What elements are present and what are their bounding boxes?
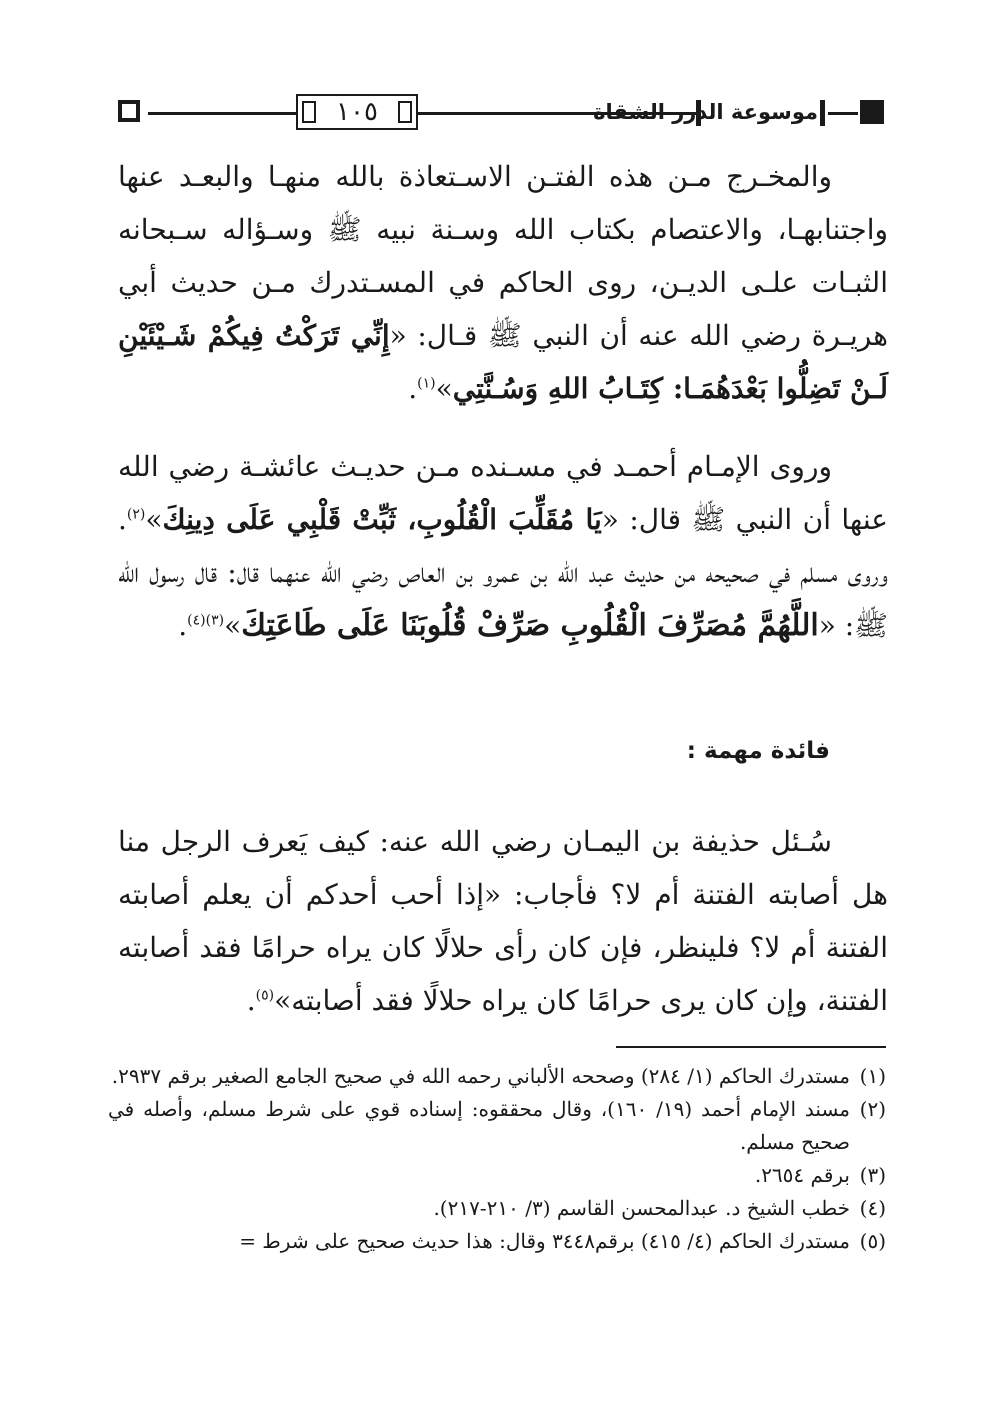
footnote-number: (٤) xyxy=(859,1196,886,1220)
paragraph-end: . xyxy=(408,372,418,405)
footnote-ref[interactable]: (٥) xyxy=(255,987,275,1004)
paragraph-2 xyxy=(118,440,888,652)
footnote-number: (٣) xyxy=(859,1163,886,1187)
hadith-quote: إِنِّي تَرَكْتُ فِيكُمْ شَـيْئَيْنِ لَـنْ تَضِلُّوا بَعْدَهُمَـا: كِتَـابُ اللهِ وَسُـنَّتِي xyxy=(118,319,888,405)
hadith-quote: يَا مُقَلِّبَ الْقُلُوبِ، ثَبِّتْ قَلْبِي عَلَى دِينِكَ xyxy=(162,503,602,536)
page-number: ١٠٥ xyxy=(336,97,378,127)
quote-close: » xyxy=(224,609,242,642)
footnote-number: (٢) xyxy=(859,1097,886,1121)
section-heading: فائدة مهمة : xyxy=(686,738,830,764)
paragraph-text: . وروى مسلم في صحيحه من حديث عبد الله بن عمرو بن العاص رضي الله عنهما قال: قال رسول الله ﷺ: « xyxy=(118,503,888,642)
footnote-text: مستدرك الحاكم (١/ ٢٨٤) وصححه الألباني رحمه الله في صحيح الجامع الصغير برقم ٢٩٣٧. xyxy=(111,1064,850,1088)
footnote-number: (١) xyxy=(859,1064,886,1088)
page-number-box xyxy=(296,94,418,130)
footnote-text: مسند الإمام أحمد (١٩/ ١٦٠)، وقال محققوه: إسناده قوي على شرط مسلم، وأصله في صحيح مسلم. xyxy=(108,1097,850,1154)
header-ornament-bar xyxy=(820,100,825,126)
footnote-text: خطب الشيخ د. عبدالمحسن القاسم (٣/ ٢١٠-٢١٧). xyxy=(433,1196,850,1220)
quote-close: » xyxy=(435,372,453,405)
footnote-text: برقم ٢٦٥٤. xyxy=(754,1163,850,1187)
header-rule xyxy=(148,112,296,115)
footnote-item xyxy=(108,1192,886,1225)
paragraph-text: والمخـرج مـن هذه الفتـن الاسـتعاذة بالله منهـا والبعـد عنها واجتنابهـا، والاعتصام بكتاب الله وسـنة نبيه ﷺ وسـؤاله سـبحانه الثبـات علـى الديـن، روى الحاكم في المسـتدرك مـن حديث أبي هريـرة رضي الله عنه أن النبي ﷺ قـال: « xyxy=(118,160,888,352)
footnotes-list xyxy=(108,1060,886,1258)
paragraph-end: . xyxy=(178,609,188,642)
header-ornament-filled-square xyxy=(860,100,884,124)
paragraph-1 xyxy=(118,150,888,415)
footnote-item xyxy=(108,1225,886,1258)
footnote-ref[interactable]: (٢) xyxy=(126,506,146,523)
series-title: موسوعة الدرر الشقاة xyxy=(593,100,818,124)
quote-close: » xyxy=(145,503,163,536)
page-header xyxy=(118,94,886,134)
footnote-separator xyxy=(616,1046,886,1048)
footnote-number: (٥) xyxy=(859,1229,886,1253)
footnote-text: مستدرك الحاكم (٤/ ٤١٥) برقم٣٤٤٨ وقال: هذا حديث صحيح على شرط = xyxy=(239,1229,850,1253)
footnote-item xyxy=(108,1060,886,1093)
paragraph-end: . xyxy=(246,984,256,1017)
paragraph-3 xyxy=(118,815,888,1027)
header-ornament-open-square xyxy=(118,100,140,122)
header-rule xyxy=(828,112,858,115)
hadith-quote: اللَّهُمَّ مُصَرِّفَ الْقُلُوبِ صَرِّفْ قُلُوبَنَا عَلَى طَاعَتِكَ xyxy=(241,608,819,643)
footnote-item xyxy=(108,1159,886,1192)
footnote-item xyxy=(108,1093,886,1159)
footnote-ref[interactable]: (٣)(٤) xyxy=(187,612,225,629)
paragraph-text: وروى الإمـام أحمـد في مسـنده مـن حديـث عائشـة رضي الله عنها أن النبي ﷺ قال: « xyxy=(118,450,888,536)
paragraph-text: سُـئل حذيفة بن اليمـان رضي الله عنه: كيف يَعرف الرجل منا هل أصابته الفتنة أم لا؟ فأجاب: «إذا أحب أحدكم أن يعلم أصابته الفتنة أم لا؟ فلينظر، فإن كان رأى حلالًا كان يراه حرامًا فقد أصابته الفتنة، وإن كان يرى حرامًا كان يراه حلالًا فقد أصابته» xyxy=(118,825,888,1017)
footnote-ref[interactable]: (١) xyxy=(417,375,436,392)
